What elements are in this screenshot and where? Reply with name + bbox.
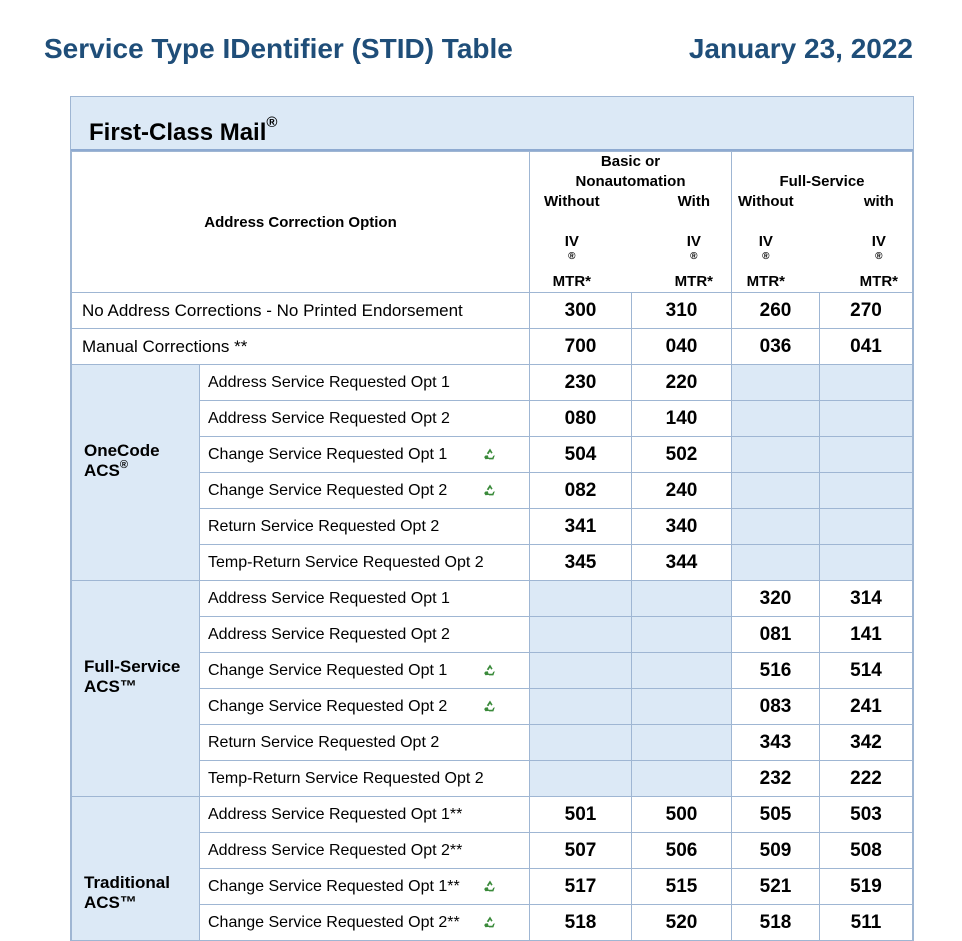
- option-cell: [200, 797, 530, 833]
- fs-without-iv: IV: [758, 233, 773, 250]
- stid-value: 343: [732, 725, 820, 761]
- blank-cell: [530, 617, 632, 653]
- stid-value: 520: [632, 905, 732, 941]
- fs-without-label: Without: [738, 193, 794, 210]
- option-cell: [200, 617, 530, 653]
- option-label: Change Service Requested Opt 2**: [208, 913, 460, 931]
- stid-value: 320: [732, 581, 820, 617]
- stid-value: 270: [820, 293, 913, 329]
- option-cell: [200, 905, 530, 941]
- table-row: [72, 329, 913, 365]
- table-row: [72, 293, 913, 329]
- option-cell: [200, 653, 530, 689]
- option-label: Change Service Requested Opt 1: [208, 445, 448, 463]
- full-service-label: Full-Service: [779, 173, 865, 190]
- table-header-row: [72, 152, 913, 293]
- group-name-line2-wrap: [84, 458, 199, 481]
- table-row: [72, 365, 913, 401]
- blank-cell: [732, 545, 820, 581]
- stid-value: 503: [820, 797, 913, 833]
- stid-value: 240: [632, 473, 732, 509]
- blank-cell: [530, 725, 632, 761]
- stid-value: 516: [732, 653, 820, 689]
- full-service-spacer: [732, 152, 912, 172]
- stid-value: 507: [530, 833, 632, 869]
- option-cell: [200, 401, 530, 437]
- stid-value: 141: [820, 617, 913, 653]
- recycle-icon: [483, 663, 497, 677]
- stid-value: 222: [820, 761, 913, 797]
- stid-value: 517: [530, 869, 632, 905]
- recycle-icon: [483, 447, 497, 461]
- blank-cell: [732, 437, 820, 473]
- option-cell: [200, 545, 530, 581]
- option-cell: [200, 689, 530, 725]
- group-name-mark: ®: [119, 458, 129, 471]
- stid-value: 501: [530, 797, 632, 833]
- basic-with-label: With: [677, 193, 711, 210]
- option-cell: [200, 869, 530, 905]
- recycle-icon: [483, 483, 497, 497]
- basic-subheaders: [530, 192, 731, 292]
- stid-value: 508: [820, 833, 913, 869]
- group-name-line1: Full-Service: [84, 656, 181, 676]
- recycle-icon: [483, 915, 497, 929]
- blank-cell: [632, 653, 732, 689]
- stid-table: [71, 151, 913, 941]
- stid-value: 314: [820, 581, 913, 617]
- address-correction-option-label: Address Correction Option: [204, 214, 397, 231]
- stid-value: 518: [530, 905, 632, 941]
- blank-cell: [732, 509, 820, 545]
- stid-value: 310: [632, 293, 732, 329]
- stid-value: 080: [530, 401, 632, 437]
- blank-cell: [632, 617, 732, 653]
- recycle-icon: [483, 879, 497, 893]
- option-label: Return Service Requested Opt 2: [208, 517, 440, 535]
- group-name-line2: ACS™: [84, 893, 137, 912]
- table-row: [72, 581, 913, 617]
- fs-with-mtr: MTR*: [859, 273, 898, 290]
- stid-value: 230: [530, 365, 632, 401]
- group-name-line2: ACS™: [84, 676, 137, 696]
- option-cell: [200, 725, 530, 761]
- fs-with-reg: ®: [875, 251, 883, 262]
- full-service-subheaders: [732, 192, 912, 292]
- blank-cell: [820, 437, 913, 473]
- section-title-mark: ®: [266, 114, 278, 131]
- option-cell: [200, 365, 530, 401]
- blank-cell: [820, 509, 913, 545]
- blank-cell: [632, 581, 732, 617]
- blank-cell: [530, 653, 632, 689]
- basic-without-reg: ®: [568, 251, 576, 262]
- stid-value: 140: [632, 401, 732, 437]
- basic-without-header: [544, 192, 600, 292]
- stid-value: 345: [530, 545, 632, 581]
- basic-with-header: [675, 192, 713, 292]
- option-label: Change Service Requested Opt 2: [208, 481, 448, 499]
- blank-cell: [820, 473, 913, 509]
- table-row: [72, 797, 913, 833]
- option-label: Address Service Requested Opt 2**: [208, 841, 463, 859]
- fs-with-label: with: [863, 193, 894, 210]
- group-label: [72, 581, 200, 797]
- basic-with-mtr: MTR*: [674, 273, 713, 290]
- blank-cell: [530, 581, 632, 617]
- option-label: Change Service Requested Opt 2: [208, 697, 448, 715]
- fs-without-header: [738, 192, 794, 292]
- option-cell: [200, 833, 530, 869]
- document-title: Service Type IDentifier (STID) Table: [44, 33, 513, 64]
- basic-nonautomation-header: [530, 152, 732, 293]
- option-cell: [200, 581, 530, 617]
- stid-value: 340: [632, 509, 732, 545]
- stid-value: 083: [732, 689, 820, 725]
- group-label: [72, 797, 200, 941]
- stid-value: 040: [632, 329, 732, 365]
- section-title: [71, 97, 913, 151]
- option-label: Change Service Requested Opt 1**: [208, 877, 460, 895]
- stid-value: 515: [632, 869, 732, 905]
- stid-value: 518: [732, 905, 820, 941]
- first-class-mail-panel: [70, 96, 914, 941]
- basic-line2: Nonautomation: [575, 173, 686, 190]
- stid-value: 511: [820, 905, 913, 941]
- stid-value: 344: [632, 545, 732, 581]
- fs-with-header: [860, 192, 898, 292]
- group-name-line2: ACS: [84, 460, 120, 480]
- fs-without-mtr: MTR*: [746, 273, 785, 290]
- basic-without-mtr: MTR*: [552, 273, 591, 290]
- stid-value: 036: [732, 329, 820, 365]
- stid-value: 300: [530, 293, 632, 329]
- stid-value: 502: [632, 437, 732, 473]
- blank-cell: [530, 761, 632, 797]
- group-name-line2-wrap: [84, 893, 199, 913]
- document-date: January 23, 2022: [688, 33, 913, 64]
- stid-value: 700: [530, 329, 632, 365]
- option-label: Address Service Requested Opt 2: [208, 409, 450, 427]
- stid-value: 514: [820, 653, 913, 689]
- blank-cell: [732, 473, 820, 509]
- basic-without-label: Without: [544, 193, 600, 210]
- option-cell: [200, 473, 530, 509]
- blank-cell: [820, 545, 913, 581]
- option-cell: [200, 437, 530, 473]
- option-cell: [200, 509, 530, 545]
- stid-value: 521: [732, 869, 820, 905]
- blank-cell: [732, 401, 820, 437]
- blank-cell: [632, 761, 732, 797]
- option-label: Return Service Requested Opt 2: [208, 733, 440, 751]
- blank-cell: [820, 365, 913, 401]
- basic-line1: Basic or: [600, 153, 661, 170]
- option-label: Temp-Return Service Requested Opt 2: [208, 769, 484, 787]
- row-label: Manual Corrections **: [72, 329, 530, 365]
- blank-cell: [632, 725, 732, 761]
- fs-without-reg: ®: [762, 251, 770, 262]
- recycle-icon: [483, 699, 497, 713]
- stid-value: 082: [530, 473, 632, 509]
- option-label: Address Service Requested Opt 1**: [208, 805, 463, 823]
- blank-cell: [820, 401, 913, 437]
- option-label: Change Service Requested Opt 1: [208, 661, 448, 679]
- option-label: Address Service Requested Opt 1: [208, 589, 450, 607]
- group-label: [72, 365, 200, 581]
- group-name-line1: Traditional: [84, 873, 170, 892]
- stid-value: 041: [820, 329, 913, 365]
- option-label: Address Service Requested Opt 2: [208, 625, 450, 643]
- basic-without-iv: IV: [564, 233, 579, 250]
- option-label: Address Service Requested Opt 1: [208, 373, 450, 391]
- stid-value: 220: [632, 365, 732, 401]
- stid-value: 260: [732, 293, 820, 329]
- stid-value: 519: [820, 869, 913, 905]
- section-title-text: First-Class Mail: [89, 119, 267, 146]
- basic-with-iv: IV: [686, 233, 701, 250]
- full-service-header: [732, 152, 913, 293]
- stid-value: 505: [732, 797, 820, 833]
- stid-value: 509: [732, 833, 820, 869]
- stid-value: 500: [632, 797, 732, 833]
- basic-with-reg: ®: [690, 251, 698, 262]
- blank-cell: [732, 365, 820, 401]
- option-label: Temp-Return Service Requested Opt 2: [208, 553, 484, 571]
- stid-value: 504: [530, 437, 632, 473]
- option-cell: [200, 761, 530, 797]
- stid-value: 241: [820, 689, 913, 725]
- fs-with-iv: IV: [871, 233, 886, 250]
- stid-value: 232: [732, 761, 820, 797]
- stid-value: 341: [530, 509, 632, 545]
- stid-value: 342: [820, 725, 913, 761]
- blank-cell: [632, 689, 732, 725]
- group-name-line1: OneCode: [84, 440, 160, 460]
- blank-cell: [530, 689, 632, 725]
- stid-value: 506: [632, 833, 732, 869]
- address-correction-option-header: [72, 152, 530, 293]
- stid-value: 081: [732, 617, 820, 653]
- row-label: No Address Corrections - No Printed Endorsement: [72, 293, 530, 329]
- group-name-line2-wrap: [84, 677, 199, 697]
